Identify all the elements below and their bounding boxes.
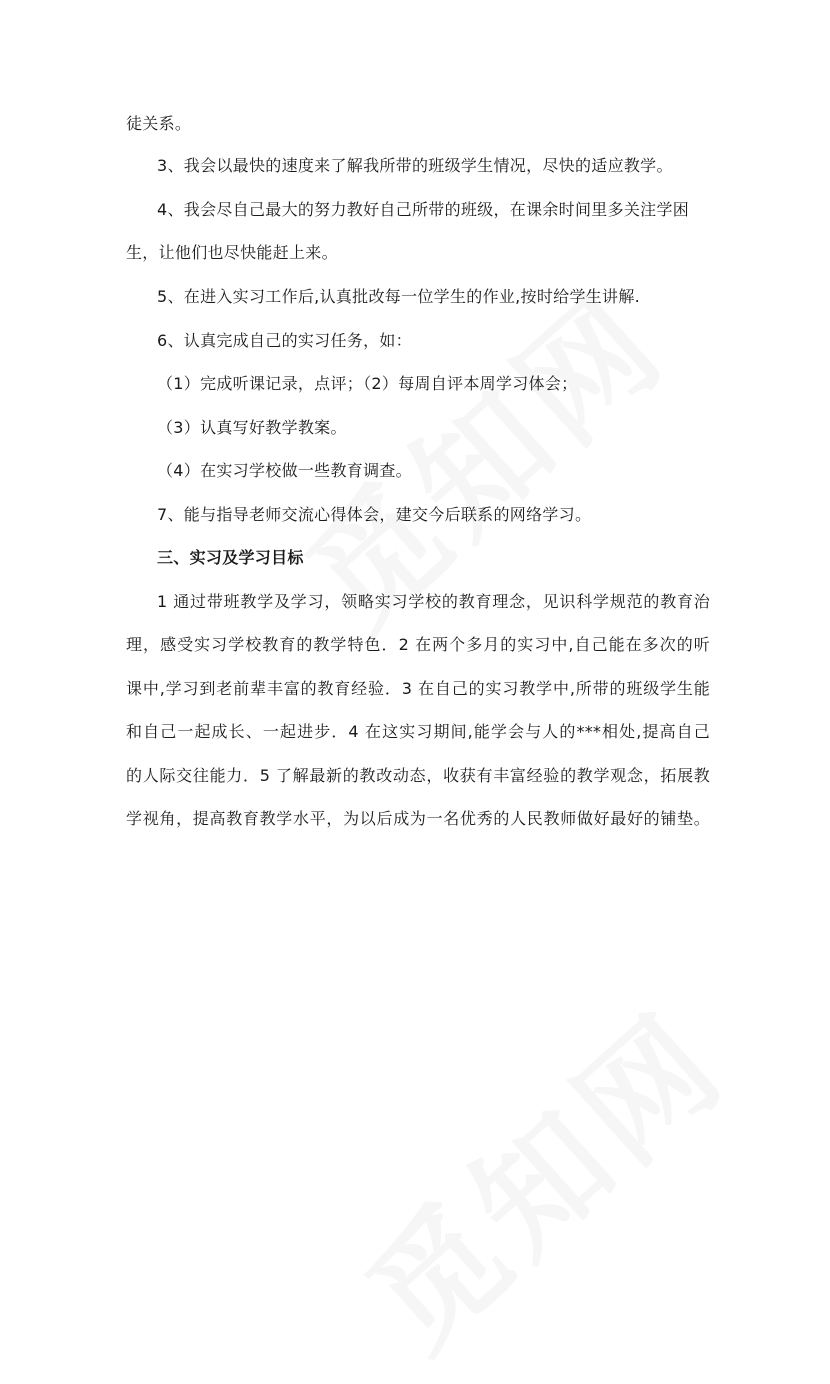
text-line-7: （1）完成听课记录，点评；（2）每周自评本周学习体会； <box>157 374 578 393</box>
text-line-1: 徒关系。 <box>126 114 192 133</box>
goal-line-2: 理，感受实习学校教育的教学特色．2 在两个多月的实习中,自己能在多次的听 <box>126 635 710 654</box>
text-line-10: 7、能与指导老师交流心得体会，建交今后联系的网络学习。 <box>157 505 592 524</box>
goal-line-5: 的人际交往能力．5 了解最新的教改动态，收获有丰富经验的教学观念，拓展教 <box>126 766 710 785</box>
section-heading: 三、实习及学习目标 <box>157 548 304 567</box>
text-line-6: 6、认真完成自己的实习任务，如： <box>157 331 412 350</box>
goal-line-3: 课中,学习到老前辈丰富的教育经验．3 在自己的实习教学中,所带的班级学生能 <box>126 679 710 698</box>
goal-line-4: 和自己一起成长、一起进步．4 在这实习期间,能学会与人的***相处,提高自己 <box>126 722 710 741</box>
text-line-3: 4、我会尽自己最大的努力教好自己所带的班级，在课余时间里多关注学困 <box>157 200 690 219</box>
text-line-2: 3、我会以最快的速度来了解我所带的班级学生情况，尽快的适应教学。 <box>157 156 673 175</box>
watermark-text-bottom <box>321 963 758 1383</box>
text-line-8: （3）认真写好教学教案。 <box>157 418 347 437</box>
goal-line-6: 学视角，提高教育教学水平，为以后成为一名优秀的人民教师做好最好的铺垫。 <box>126 809 710 828</box>
text-line-4: 生，让他们也尽快能赶上来。 <box>126 243 338 262</box>
text-line-9: （4）在实习学校做一些教育调查。 <box>157 461 412 480</box>
goal-line-1: 1 通过带班教学及学习，领略实习学校的教育理念，见识科学规范的教育治 <box>157 592 710 611</box>
text-line-5: 5、在进入实习工作后,认真批改每一位学生的作业,按时给学生讲解. <box>157 287 641 306</box>
